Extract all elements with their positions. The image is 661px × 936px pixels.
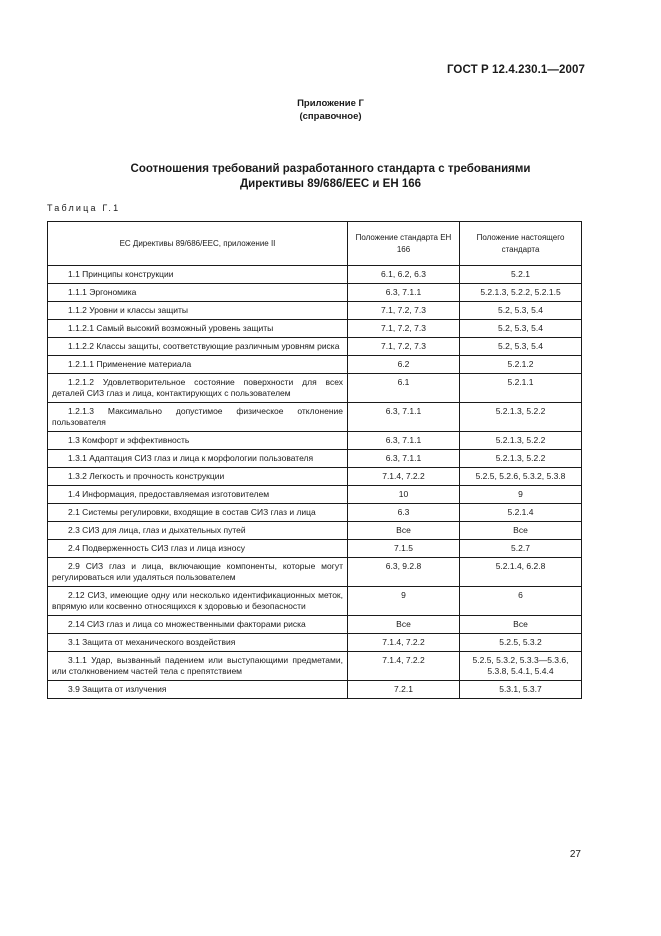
directive-clause-text: 2.12 СИЗ, имеющие одну или несколько идентификационных меток, впрямую или косвенно относящихся к здоровью и безопасности [52, 590, 343, 611]
column-header-directive: ЕС Директивы 89/686/ЕЕС, приложение II [48, 222, 348, 266]
directive-clause-text: 3.1.1 Удар, вызванный падением или выступающими предметами, или столкновением частей тела с препятствием [52, 655, 343, 676]
directive-clause [48, 320, 348, 338]
this-standard-clause: 5.2.1.3, 5.2.2 [460, 450, 582, 468]
directive-clause [48, 486, 348, 504]
en166-clause: 7.1.4, 7.2.2 [348, 468, 460, 486]
document-title-line-2: Директивы 89/686/ЕЕС и ЕН 166 [239, 177, 422, 190]
directive-clause [48, 558, 348, 587]
this-standard-clause: 5.2.1.1 [460, 374, 582, 403]
directive-clause [48, 284, 348, 302]
directive-clause [48, 634, 348, 652]
directive-clause [48, 266, 348, 284]
directive-clause [48, 338, 348, 356]
table-caption: Таблица Г.1 [47, 203, 121, 213]
table-row [48, 284, 582, 302]
table-row [48, 320, 582, 338]
table-row [48, 522, 582, 540]
document-title-line-1: Соотношения требований разработанного стандарта с требованиями [130, 163, 531, 175]
this-standard-clause: 5.2.1.3, 5.2.2 [460, 432, 582, 450]
directive-clause-text: 2.3 СИЗ для лица, глаз и дыхательных путей [68, 525, 246, 535]
directive-clause-text: 1.1 Принципы конструкции [68, 269, 174, 279]
this-standard-clause: 5.2, 5.3, 5.4 [460, 302, 582, 320]
directive-clause-text: 1.3.2 Легкость и прочность конструкции [68, 471, 225, 481]
this-standard-clause: 5.2.1.3, 5.2.2 [460, 403, 582, 432]
directive-clause-text: 1.3 Комфорт и эффективность [68, 435, 190, 445]
table-row [48, 558, 582, 587]
table-row [48, 587, 582, 616]
directive-clause-text: 1.1.2.2 Классы защиты, соответствующие различным уровням риска [68, 341, 340, 351]
en166-clause: 7.2.1 [348, 681, 460, 699]
table-row [48, 338, 582, 356]
directive-clause [48, 522, 348, 540]
directive-clause [48, 540, 348, 558]
annex-type: (справочное) [299, 111, 362, 122]
directive-clause-text: 2.14 СИЗ глаз и лица со множественными факторами риска [68, 619, 306, 629]
table-body [48, 266, 582, 699]
en166-clause: 7.1, 7.2, 7.3 [348, 320, 460, 338]
table-row [48, 374, 582, 403]
directive-clause [48, 587, 348, 616]
en166-clause: 6.3 [348, 504, 460, 522]
table-row [48, 432, 582, 450]
directive-clause-text: 1.2.1.3 Максимально допустимое физическое отклонение пользователя [52, 406, 343, 427]
table-row [48, 266, 582, 284]
table-row [48, 450, 582, 468]
en166-clause: 7.1.4, 7.2.2 [348, 634, 460, 652]
en166-clause: 6.3, 9.2.8 [348, 558, 460, 587]
en166-clause: 6.1, 6.2, 6.3 [348, 266, 460, 284]
column-header-en166: Положение стандарта ЕН 166 [348, 222, 460, 266]
table-row [48, 468, 582, 486]
directive-clause-text: 3.1 Защита от механического воздействия [68, 637, 236, 647]
table-row [48, 616, 582, 634]
this-standard-clause: Все [460, 522, 582, 540]
en166-clause: 6.3, 7.1.1 [348, 450, 460, 468]
table-row [48, 681, 582, 699]
table-row [48, 504, 582, 522]
this-standard-clause: 5.2.1.4 [460, 504, 582, 522]
this-standard-clause: 5.2, 5.3, 5.4 [460, 338, 582, 356]
this-standard-clause: 5.2.5, 5.3.2 [460, 634, 582, 652]
standard-code: ГОСТ Р 12.4.230.1—2007 [446, 64, 585, 76]
directive-clause [48, 681, 348, 699]
en166-clause: 7.1.5 [348, 540, 460, 558]
table-row [48, 403, 582, 432]
en166-clause: 6.1 [348, 374, 460, 403]
directive-clause-text: 1.4 Информация, предоставляемая изготовителем [68, 489, 270, 499]
directive-clause [48, 652, 348, 681]
directive-clause-text: 2.9 СИЗ глаз и лица, включающие компоненты, которые могут регулироваться или удаляться пользователем [52, 561, 343, 582]
table-row [48, 486, 582, 504]
column-header-this-standard: Положение настоящего стандарта [460, 222, 582, 266]
this-standard-clause: 5.2.5, 5.3.2, 5.3.3—5.3.6, 5.3.8, 5.4.1, 5.4.4 [460, 652, 582, 681]
directive-clause [48, 302, 348, 320]
annex-heading [0, 97, 661, 123]
this-standard-clause: 5.2.5, 5.2.6, 5.3.2, 5.3.8 [460, 468, 582, 486]
directive-clause-text: 3.9 Защита от излучения [68, 684, 167, 694]
en166-clause: 7.1.4, 7.2.2 [348, 652, 460, 681]
table-row [48, 540, 582, 558]
directive-clause-text: 1.2.1.2 Удовлетворительное состояние поверхности для всех деталей СИЗ глаз и лица, контактирующих с пользователем [52, 377, 343, 398]
directive-clause [48, 450, 348, 468]
directive-clause-text: 1.3.1 Адаптация СИЗ глаз и лица к морфологии пользователя [68, 453, 314, 463]
directive-clause-text: 2.1 Системы регулировки, входящие в состав СИЗ глаз и лица [68, 507, 316, 517]
this-standard-clause: 5.2.7 [460, 540, 582, 558]
this-standard-clause: 5.2.1.3, 5.2.2, 5.2.1.5 [460, 284, 582, 302]
annex-title: Приложение Г [297, 98, 364, 109]
directive-clause-text: 1.1.2.1 Самый высокий возможный уровень защиты [68, 323, 274, 333]
directive-clause [48, 374, 348, 403]
directive-clause [48, 356, 348, 374]
this-standard-clause: Все [460, 616, 582, 634]
en166-clause: 6.3, 7.1.1 [348, 403, 460, 432]
table-header-row [48, 222, 582, 266]
directive-clause-text: 1.1.1 Эргономика [68, 287, 137, 297]
directive-clause-text: 2.4 Подверженность СИЗ глаз и лица износу [68, 543, 245, 553]
en166-clause: 7.1, 7.2, 7.3 [348, 338, 460, 356]
this-standard-clause: 5.2, 5.3, 5.4 [460, 320, 582, 338]
en166-clause: 6.3, 7.1.1 [348, 432, 460, 450]
directive-clause [48, 468, 348, 486]
en166-clause: Все [348, 522, 460, 540]
en166-clause: 9 [348, 587, 460, 616]
en166-clause: Все [348, 616, 460, 634]
table-row [48, 302, 582, 320]
en166-clause: 6.2 [348, 356, 460, 374]
en166-clause: 10 [348, 486, 460, 504]
directive-clause [48, 504, 348, 522]
en166-clause: 7.1, 7.2, 7.3 [348, 302, 460, 320]
page-number: 27 [569, 849, 581, 860]
directive-clause [48, 616, 348, 634]
this-standard-clause: 5.2.1 [460, 266, 582, 284]
document-title [0, 162, 661, 191]
directive-clause [48, 432, 348, 450]
correspondence-table [47, 221, 582, 699]
this-standard-clause: 6 [460, 587, 582, 616]
table-row [48, 652, 582, 681]
table-row [48, 356, 582, 374]
this-standard-clause: 5.2.1.4, 6.2.8 [460, 558, 582, 587]
this-standard-clause: 9 [460, 486, 582, 504]
directive-clause-text: 1.1.2 Уровни и классы защиты [68, 305, 189, 315]
table-row [48, 634, 582, 652]
directive-clause-text: 1.2.1.1 Применение материала [68, 359, 192, 369]
directive-clause [48, 403, 348, 432]
this-standard-clause: 5.3.1, 5.3.7 [460, 681, 582, 699]
en166-clause: 6.3, 7.1.1 [348, 284, 460, 302]
this-standard-clause: 5.2.1.2 [460, 356, 582, 374]
